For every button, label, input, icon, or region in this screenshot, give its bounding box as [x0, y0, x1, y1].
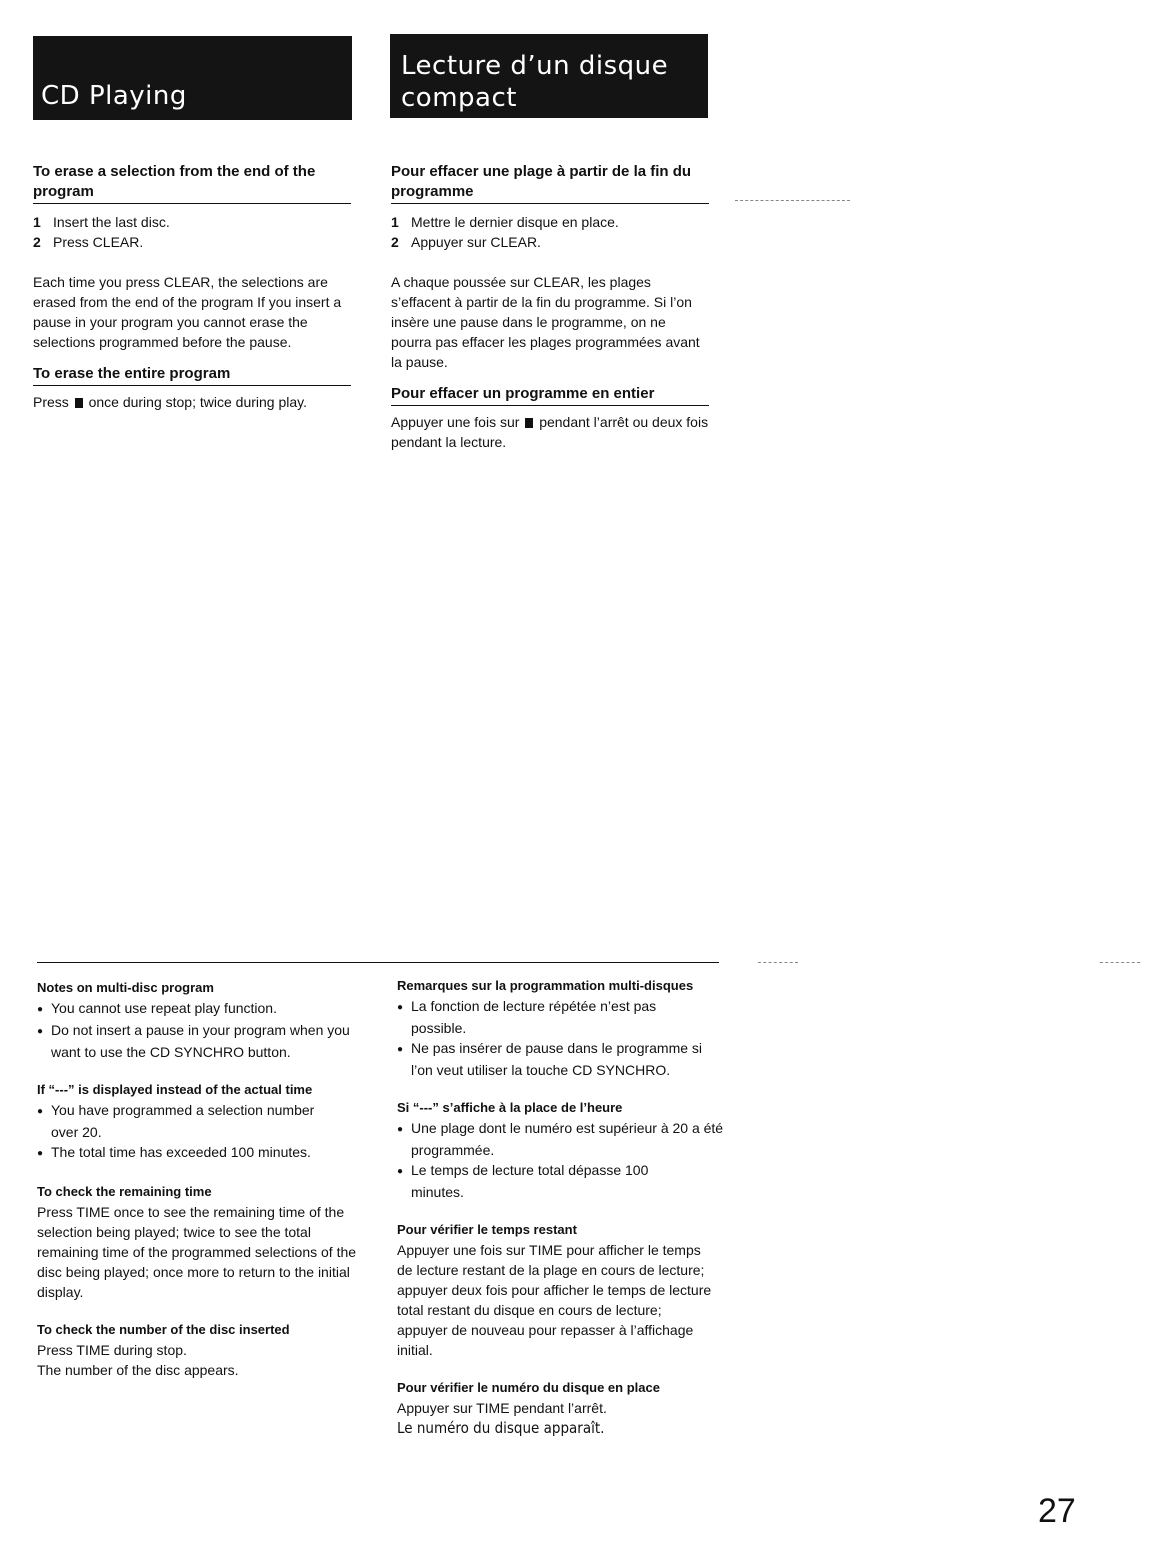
banner-title: Lecture d’un disque compact: [401, 51, 669, 113]
notes-divider: [37, 962, 719, 963]
note-body: Appuyer sur TIME pendant l’arrêt.: [397, 1400, 607, 1416]
notes-heading: To check the number of the disc inserted: [37, 1322, 290, 1337]
step-item: 1 Insert the last disc.: [33, 214, 170, 230]
notes-heading: Pour vérifier le temps restant: [397, 1222, 577, 1237]
notes-heading: Remarques sur la programmation multi-disques: [397, 978, 694, 993]
stop-icon: [75, 398, 83, 408]
french-instructions: [391, 162, 711, 452]
note-item: ● Une plage dont le numéro est supérieur à 20 a été programmée.: [397, 1118, 729, 1160]
notes-heading: If “---” is displayed instead of the actual time: [37, 1082, 313, 1097]
note-item: ● The total time has exceeded 100 minutes.: [37, 1142, 367, 1164]
note-body: The number of the disc appears.: [37, 1362, 239, 1378]
note-body: Appuyer une fois sur TIME pour afficher le temps de lecture restant de la plage en cours de lecture; appuyer deux fois pour afficher le temps de lecture total restant du disque en cours de lecture; appuyer de nouveau pour repasser à l’affichage initial.: [397, 1242, 712, 1358]
scan-speck: [735, 200, 850, 201]
notes-heading: Notes on multi-disc program: [37, 980, 214, 995]
notes-heading: Pour vérifier le numéro du disque en place: [397, 1380, 660, 1395]
erase-end-heading: Pour effacer une plage à partir de la fin du programme: [391, 162, 709, 204]
erase-end-body: Each time you press CLEAR, the selections are erased from the end of the program If you insert a pause in your program you cannot erase the selections programmed before the pause.: [33, 274, 342, 350]
english-instructions: [33, 162, 353, 412]
scan-speck: [1100, 962, 1140, 963]
note-item: ● Ne pas insérer de pause dans le programme si l’on veut utiliser la touche CD SYNCHRO.: [397, 1038, 711, 1080]
note-item: ● La fonction de lecture répétée n’est pas possible.: [397, 996, 711, 1038]
stop-icon: [525, 418, 533, 428]
erase-all-heading: To erase the entire program: [33, 364, 351, 386]
section-banner-english: [33, 36, 352, 120]
erase-end-body: A chaque poussée sur CLEAR, les plages s’effacent à partir de la fin du programme. Si l’on insère une pause dans le programme, on ne pourra pas effacer les plages programmées avant la pause.: [391, 274, 700, 370]
note-body: Press TIME during stop.: [37, 1342, 187, 1358]
note-item: ● Do not insert a pause in your program when you want to use the CD SYNCHRO button.: [37, 1020, 367, 1062]
note-item: ● Le temps de lecture total dépasse 100 minutes.: [397, 1160, 701, 1202]
steps-list: [33, 212, 353, 252]
page-number: 27: [1038, 1492, 1076, 1530]
note-item: ● You cannot use repeat play function.: [37, 998, 367, 1020]
section-banner-french: [390, 34, 708, 118]
note-item: ● You have programmed a selection number over 20.: [37, 1100, 321, 1142]
erase-all-heading: Pour effacer un programme en entier: [391, 384, 709, 406]
notes-heading: Si “---” s’affiche à la place de l’heure: [397, 1100, 623, 1115]
step-item: 2 Appuyer sur CLEAR.: [391, 234, 541, 250]
erase-end-heading: To erase a selection from the end of the program: [33, 162, 351, 204]
notes-heading: To check the remaining time: [37, 1184, 212, 1199]
scan-speck: [758, 962, 798, 963]
english-notes: [37, 978, 367, 1380]
note-body: Le numéro du disque apparaît.: [397, 1419, 605, 1437]
erase-all-body: Press once during stop; twice during play.: [33, 394, 307, 410]
note-body: Press TIME once to see the remaining time of the selection being played; twice to see the total remaining time of the programmed selections of the disc being played; once more to return to the initial display.: [37, 1204, 357, 1300]
steps-list: [391, 212, 711, 252]
banner-title: CD Playing: [41, 81, 187, 111]
erase-all-body: Appuyer une fois sur pendant l’arrêt ou deux fois pendant la lecture.: [391, 414, 709, 450]
step-item: 2 Press CLEAR.: [33, 234, 144, 250]
step-item: 1 Mettre le dernier disque en place.: [391, 214, 619, 230]
french-notes: [397, 976, 727, 1438]
